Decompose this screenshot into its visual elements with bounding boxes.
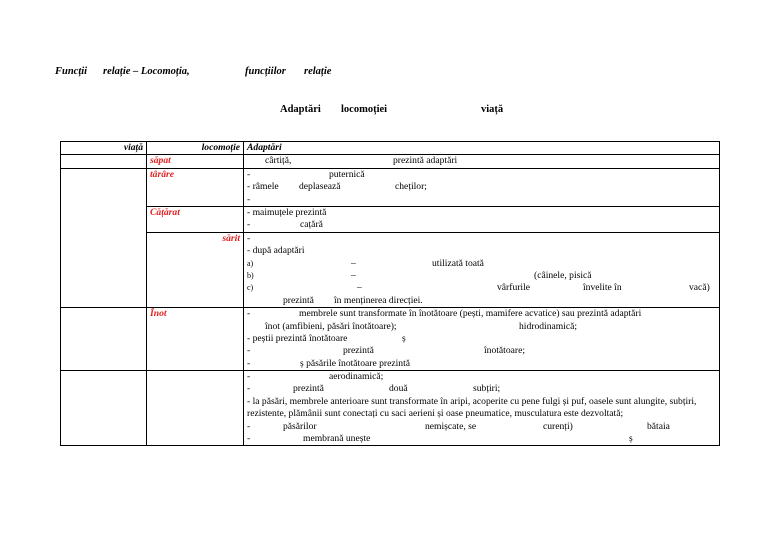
sarit-text-5e: vacă) [689, 282, 710, 294]
adaptations-cell-zbor [244, 371, 720, 446]
catarat-text-1: - maimuțele prezintă [247, 206, 327, 218]
header-word-relatie: relație [304, 66, 332, 77]
medium-cell-4 [61, 371, 147, 446]
zbor-text-4b: păsărilor [283, 420, 317, 432]
locomotion-table [60, 141, 720, 446]
adaptations-cell-sapat [244, 155, 720, 168]
sarit-text-2: - după adaptări [247, 245, 305, 257]
inot-text-1b: membrele sunt transformate în înotătoare (pești, mamifere acvatice) sau prezintă adaptări [299, 308, 642, 320]
table-row-tarare [61, 168, 720, 206]
locomotion-cell-inot: Înot [147, 308, 244, 371]
table-row-sapat [61, 155, 720, 168]
inot-text-3b: ș [402, 332, 406, 344]
tarare-text-2c: cheților; [395, 181, 427, 193]
sarit-text-5b: – [357, 282, 362, 294]
inot-text-5b: ș păsările înotătoare prezintă [300, 357, 411, 369]
sarit-text-3c: utilizată toată [432, 257, 484, 269]
zbor-text-5a: - [247, 433, 251, 445]
header-cell-viata: viață [61, 142, 147, 155]
zbor-text-4e: bătaia [647, 420, 670, 432]
inot-text-4b: prezintă [343, 345, 374, 357]
sarit-text-6a: prezintă [283, 294, 314, 306]
locomotion-cell-tarare: târâre [147, 168, 244, 206]
table-row-sarit [61, 232, 720, 307]
zbor-text-2d: subțiri; [473, 383, 501, 395]
zbor-text-3: - la păsări, membrele anterioare sunt transformate în aripi, acoperite cu pene fulgi și puf, oasele sunt alungite, subțiri, rezistente, plămânii sunt conectați cu saci aerieni și oase pneumatice, musculatura este dezvoltată; [247, 395, 697, 420]
inot-text-5a: - [247, 357, 251, 369]
zbor-text-4d: curenți) [543, 420, 573, 432]
catarat-text-2b: cațără [300, 219, 323, 231]
zbor-text-2c: două [389, 383, 408, 395]
medium-cell-1 [61, 155, 147, 168]
header-word-relatie-locomotia: relație – Locomoția, [103, 66, 190, 77]
adaptations-cell-sarit [244, 232, 720, 307]
sarit-text-3a: a) [247, 258, 254, 268]
header-cell-adaptari: Adaptări [244, 142, 720, 155]
sapat-text-1: cârtiță, [265, 155, 292, 167]
zbor-text-2b: prezintă [293, 383, 324, 395]
adaptations-cell-inot [244, 308, 720, 371]
inot-text-2b: hidrodinamică; [519, 320, 578, 332]
sarit-text-6b: în menținerea direcției. [334, 294, 423, 306]
sarit-text-5d: învelite în [583, 282, 622, 294]
zbor-text-5b: membrană unește [303, 433, 371, 445]
locomotion-cell-sapat: săpat [147, 155, 244, 168]
sarit-text-4c: (câinele, pisică [534, 269, 592, 281]
table-row-catarat [61, 206, 720, 232]
tarare-text-1b: puternică [329, 168, 365, 180]
locomotion-cell-zbor [147, 371, 244, 446]
sarit-text-4a: b) [247, 270, 254, 280]
tarare-text-2b: deplasează [299, 181, 341, 193]
sarit-text-5c: vârfurile [497, 282, 531, 294]
sarit-text-3b: – [351, 257, 356, 269]
zbor-text-1a: - [247, 371, 251, 383]
locomotion-cell-catarat: Cățărat [147, 206, 244, 232]
tarare-text-1a: - [247, 168, 251, 180]
adaptations-cell-catarat [244, 206, 720, 232]
table-row-inot [61, 308, 720, 371]
sarit-text-1: - [247, 232, 251, 244]
adaptations-cell-tarare [244, 168, 720, 206]
sapat-text-2: prezintă adaptări [393, 155, 458, 167]
header-cell-locomotie: locomoție [147, 142, 244, 155]
tarare-text-3a: - [247, 193, 251, 205]
inot-text-4a: - [247, 345, 251, 357]
table-header-row [61, 142, 720, 155]
title-word-locomotiei: locomoției [341, 104, 388, 115]
zbor-text-4c: nemișcate, se [425, 420, 477, 432]
locomotion-cell-sarit: sărit [147, 232, 244, 307]
zbor-text-2a: - [247, 383, 251, 395]
title-word-viata: viață [481, 104, 504, 115]
tarare-text-2a: - râmele [247, 181, 279, 193]
header-word-functii: Funcții [55, 66, 88, 77]
sarit-text-4b: – [351, 269, 356, 281]
inot-text-2a: înot (amfibieni, păsări înotătoare); [265, 320, 397, 332]
zbor-text-4a: - [247, 420, 251, 432]
zbor-text-5c: ș [629, 433, 633, 445]
inot-text-3a: - peștii prezintă înotătoare [247, 332, 348, 344]
zbor-text-1b: aerodinamică; [329, 371, 384, 383]
sarit-text-5a: c) [247, 283, 254, 293]
inot-text-4c: înotătoare; [484, 345, 526, 357]
table-row-zbor [61, 371, 720, 446]
medium-cell-2 [61, 168, 147, 307]
inot-text-1a: - [247, 308, 251, 320]
catarat-text-2a: - [247, 219, 251, 231]
title-word-adaptari: Adaptări [280, 104, 321, 115]
medium-cell-3 [61, 308, 147, 371]
header-word-functiilor: funcțiilor [245, 66, 286, 77]
